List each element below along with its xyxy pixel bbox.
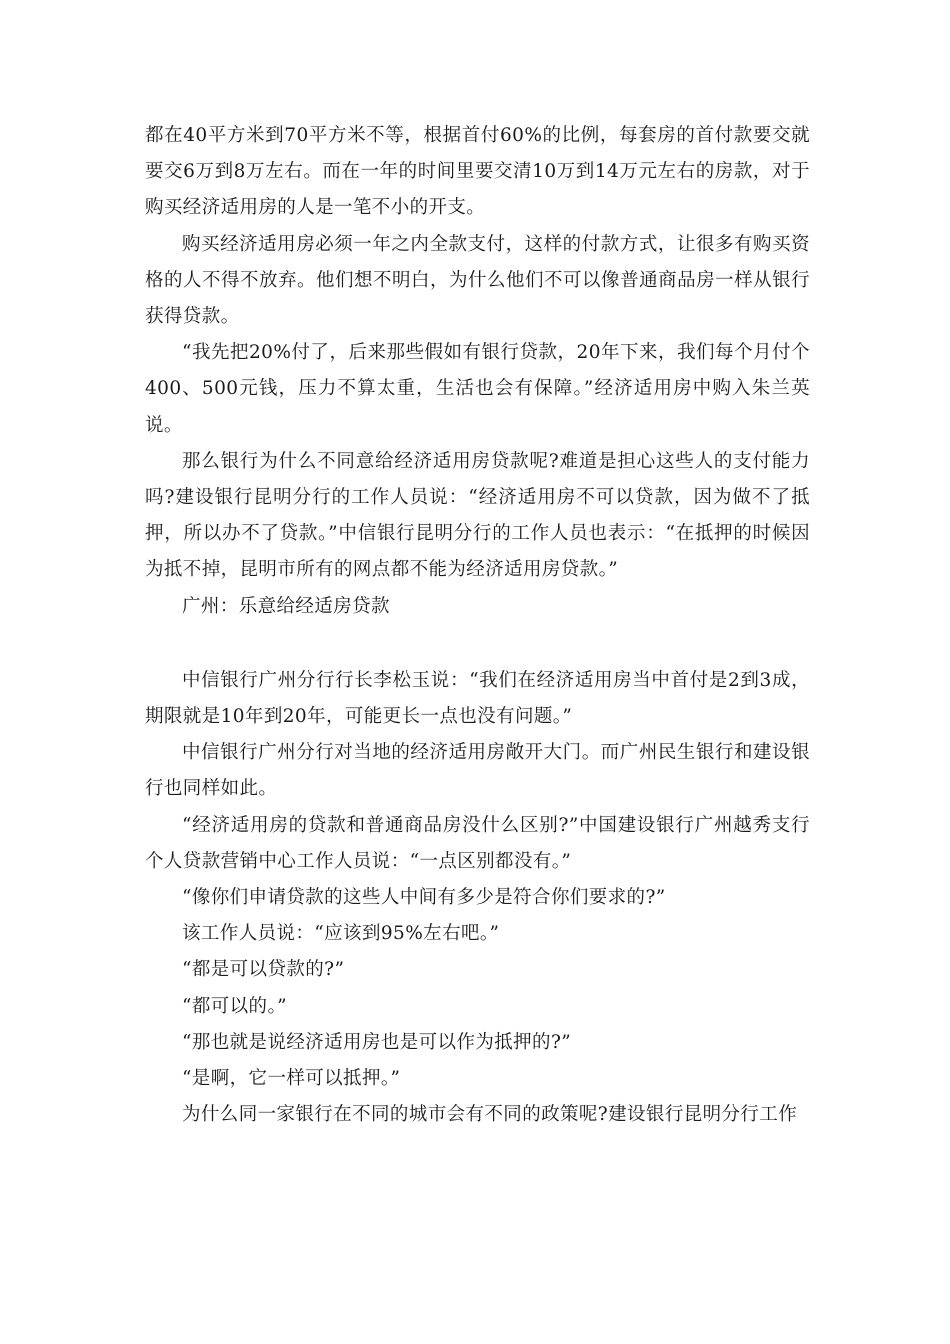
dialogue-line: “都是可以贷款的?” [182,959,345,981]
paragraph: 那么银行为什么不同意给经济适用房贷款呢?难道是担心这些人的支付能力吗?建设银行昆明分行的工作人员说：“经济适用房不可以贷款，因为做不了抵押，所以办不了贷款。”中信银行昆明分行的工作人员也表示：“在抵押的时候因为抵不掉，昆明市所有的网点都不能为经济适用房贷款。” [145,450,810,581]
paragraph-continuation: 都在40平方米到70平方米不等，根据首付60%的比例，每套房的首付款要交就要交6万到8万左右。而在一年的时间里要交清10万到14万元左右的房款，对于购买经济适用房的人是一笔不小的开支。 [145,125,810,219]
dialogue-line: “都可以的。” [182,995,287,1017]
dialogue-line: “像你们申请贷款的这些人中间有多少是符合你们要求的?” [182,887,666,909]
section-heading: 广州：乐意给经适房贷款 [182,595,390,617]
paragraph-quote: “我先把20%付了，后来那些假如有银行贷款，20年下来，我们每个月付个400、500元钱，压力不算太重，生活也会有保障。”经济适用房中购入朱兰英说。 [145,342,810,436]
dialogue-line: 该工作人员说：“应该到95%左右吧。” [182,923,500,945]
paragraph-truncated: 为什么同一家银行在不同的城市会有不同的政策呢?建设银行昆明分行工作 [182,1104,798,1126]
paragraph-quote: “经济适用房的贷款和普通商品房没什么区别?”中国建设银行广州越秀支行个人贷款营销中心工作人员说：“一点区别都没有。” [145,814,810,872]
paragraph: 中信银行广州分行对当地的经济适用房敞开大门。而广州民生银行和建设银行也同样如此。 [145,742,810,800]
paragraph: 购买经济适用房必须一年之内全款支付，这样的付款方式，让很多有购买资格的人不得不放弃。他们想不明白，为什么他们不可以像普通商品房一样从银行获得贷款。 [145,233,810,328]
document-body [145,118,810,1133]
paragraph-quote: 中信银行广州分行行长李松玉说：“我们在经济适用房当中首付是2到3成，期限就是10年到20年，可能更长一点也没有问题。” [145,669,810,728]
dialogue-line: “是啊，它一样可以抵押。” [182,1068,401,1090]
dialogue-line: “那也就是说经济适用房也是可以作为抵押的?” [182,1031,572,1053]
